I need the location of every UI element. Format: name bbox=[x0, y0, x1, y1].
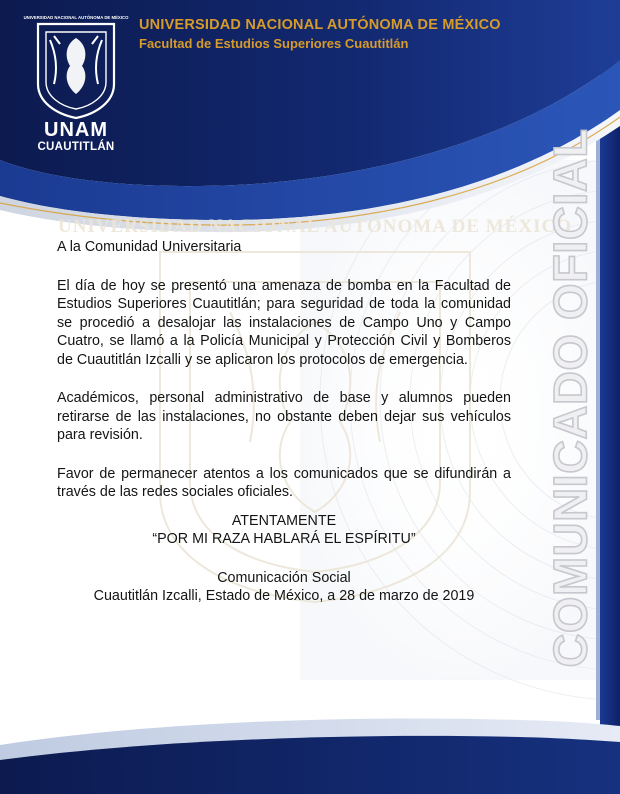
paragraph-social-media: Favor de permanecer atentos a los comunicados que se difundirán a través de las redes sociales oficiales. bbox=[57, 465, 511, 500]
logo-unam-text: UNAM bbox=[44, 119, 108, 141]
closing: ATENTAMENTE bbox=[231, 512, 337, 529]
motto: “POR MI RAZA HABLARÁ EL ESPÍRITU” bbox=[152, 531, 416, 547]
paragraph-incident: El día de hoy se presentó una amenaza de bomba en la Facultad de Estudios Superiores Cuautitlán; para seguridad de toda la comunidad se procedió a desalojar las instalaciones de Campo Uno y Campo Cuatro, se llamó a la Policía Municipal y Protección Civil y Bomberos de Cuautitlán Izcalli y se aplicaron los protocolos de emergencia. bbox=[57, 277, 511, 368]
signature: Comunicación Social bbox=[217, 569, 351, 586]
unam-shield-icon bbox=[23, 10, 129, 120]
faculty-name: Facultad de Estudios Superiores Cuautitlán bbox=[139, 36, 409, 51]
paragraph-vehicles: Académicos, personal administrativo de base y alumnos pueden retirarse de las instalaciones, no obstante deben dejar sus vehículos para revisión. bbox=[57, 390, 511, 443]
logo-ring-text: UNIVERSIDAD NACIONAL AUTÓNOMA DE MÉXICO bbox=[23, 15, 129, 20]
logo-campus-text: CUAUTITLÁN bbox=[37, 141, 115, 153]
watermark-ring-text: UNIVERSIDAD NACIONAL AUTÓNOMA DE MÉXICO bbox=[57, 216, 573, 237]
salutation: A la Comunidad Universitaria bbox=[57, 239, 242, 255]
place-date: Cuautitlán Izcalli, Estado de México, a 28 de marzo de 2019 bbox=[93, 588, 475, 604]
unam-logo bbox=[23, 10, 129, 156]
letter-body bbox=[57, 238, 511, 606]
institution-name: UNIVERSIDAD NACIONAL AUTÓNOMA DE MÉXICO bbox=[139, 17, 501, 33]
side-label-text: COMUNICADO OFICIAL bbox=[543, 128, 597, 668]
side-label bbox=[545, 98, 595, 698]
